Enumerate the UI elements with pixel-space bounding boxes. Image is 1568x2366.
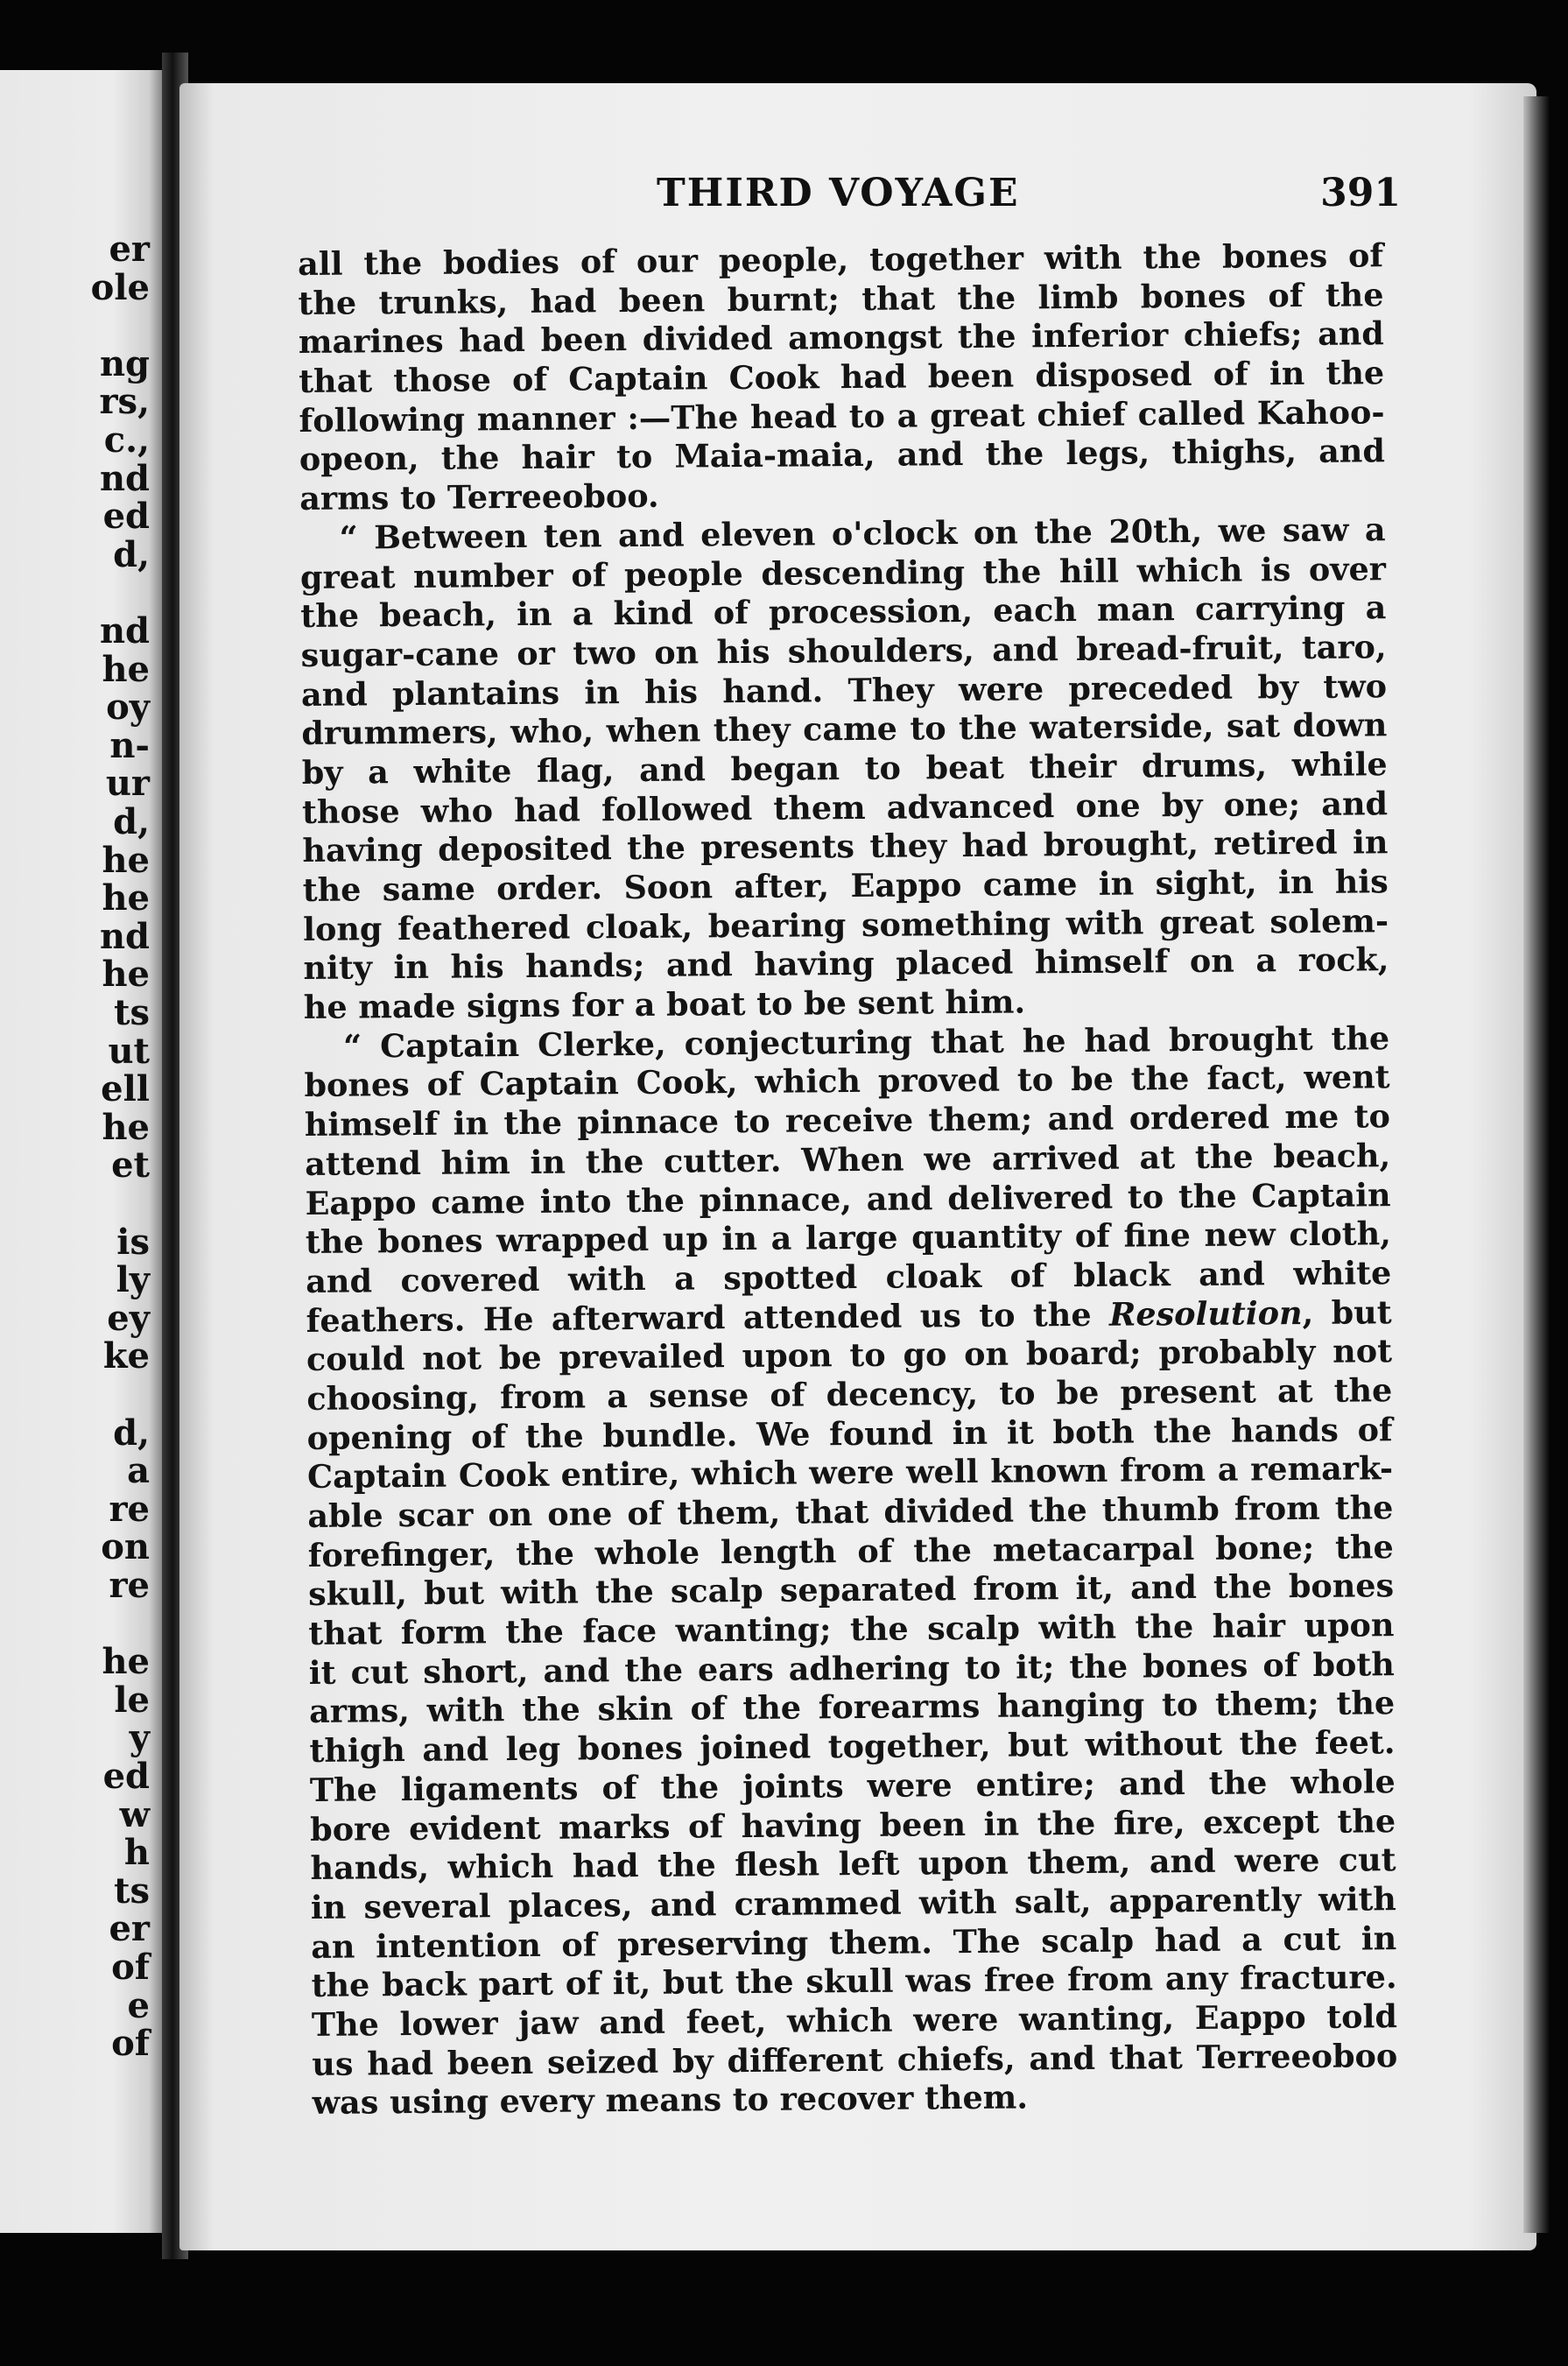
left-page-line-fragment: re	[109, 1565, 150, 1606]
left-page-line-fragment: h	[123, 1832, 150, 1874]
text-line: choosing, from a sense of decency, to be present at the	[306, 1371, 1393, 1418]
text-line: thigh and leg bones joined together, but without the feet.	[309, 1723, 1396, 1771]
left-page-line-fragment: he	[102, 1106, 150, 1148]
left-page-line-fragment: ed	[102, 496, 150, 538]
text-line: the same order. Soon after, Eappo came in sight, in his	[302, 863, 1389, 909]
text-line: could not be prevailed upon to go on board; probably not	[306, 1332, 1393, 1379]
left-page-line-fragment: ur	[105, 763, 150, 805]
text-line: he made signs for a boat to be sent him.	[303, 982, 1026, 1027]
text-line: nity in his hands; and having placed himself on a rock,	[303, 940, 1389, 988]
text-line: hands, which had the flesh left upon them, and were cut	[310, 1841, 1396, 1888]
text-line: drummers, who, when they came to the waterside, sat down	[301, 706, 1388, 753]
text-line: by a white flag, and began to beat their drums, while	[301, 745, 1388, 792]
text-line: it cut short, and the ears adhering to it; the bones of both	[308, 1644, 1395, 1692]
text-line: that form the face wanting; the scalp with the hair upon	[308, 1606, 1395, 1653]
text-line: an intention of preserving them. The scalp had a cut in	[311, 1919, 1397, 1966]
left-page-line-fragment: ng	[99, 342, 150, 384]
text-line: arms to Terreeoboo.	[299, 476, 659, 518]
left-page-line-fragment: d,	[113, 1412, 150, 1454]
left-page-line-fragment: he	[102, 877, 150, 919]
running-head-title: THIRD VOYAGE	[657, 171, 1020, 215]
text-line: opening of the bundle. We found in it both the hands of	[306, 1410, 1393, 1457]
left-page-line-fragment: d,	[113, 801, 150, 842]
left-page-line-fragment: c.,	[103, 419, 150, 461]
left-page-line-fragment: he	[102, 954, 150, 996]
left-page-line-fragment: he	[102, 839, 150, 881]
text-line: us had been seized by different chiefs, and that Terreeoboo	[312, 2036, 1398, 2083]
left-page-line-fragment: et	[111, 1144, 150, 1187]
text-line: the back part of it, but the skull was free from any fracture.	[311, 1958, 1397, 2005]
left-page-line-fragment: of	[111, 1947, 150, 1988]
left-page-line-fragment: e	[127, 1984, 150, 2026]
page-number: 391	[1320, 171, 1401, 215]
left-page-line-fragment: le	[114, 1679, 150, 1721]
text-line: himself in the pinnace to receive them; and ordered me to	[304, 1097, 1391, 1144]
text-line: forefinger, the whole length of the metacarpal bone; the	[307, 1527, 1394, 1574]
left-page-line-fragment: ts	[114, 1870, 150, 1912]
text-line: the trunks, had been burnt; that the limb bones of the	[298, 275, 1384, 322]
left-page-line-fragment: ed	[102, 1756, 150, 1797]
text-line: was using every means to recover them.	[312, 2078, 1029, 2123]
left-page-line-fragment: oy	[106, 687, 150, 729]
left-page-line-fragment: ut	[108, 1030, 150, 1072]
text-line: that those of Captain Cook had been disposed of in the	[299, 354, 1385, 401]
text-line: and covered with a spotted cloak of black and white	[306, 1254, 1392, 1300]
text-line: the bones wrapped up in a large quantity of fine new cloth,	[305, 1215, 1392, 1262]
text-line: Eappo came into the pinnace, and delivered to the Captain	[305, 1175, 1391, 1222]
text-line: following manner :—The head to a great chief called Kahoo-	[299, 393, 1385, 440]
ship-name: Resolution	[1108, 1293, 1303, 1334]
text-line: bones of Captain Cook, which proved to be the fact, went	[304, 1058, 1390, 1105]
text-line: and plantains in his hand. They were preceded by two	[300, 666, 1388, 714]
left-page-line-fragment: is	[116, 1221, 150, 1263]
left-page-line-fragment: he	[102, 648, 150, 690]
text-line: the beach, in a kind of procession, each man carrying a	[300, 588, 1387, 636]
body-text	[298, 236, 1398, 2123]
left-page-line-fragment: rs,	[99, 381, 150, 423]
text-line: “ Captain Clerke, conjecturing that he had brought the	[343, 1018, 1390, 1066]
running-head	[473, 171, 1401, 223]
left-page-line-fragment: ts	[114, 992, 150, 1033]
left-page-line-fragment: ly	[116, 1259, 150, 1301]
left-page-line-fragment: y	[129, 1717, 150, 1759]
left-page-line-fragment: er	[109, 229, 150, 270]
text-line: in several places, and crammed with salt, apparently with	[310, 1880, 1397, 1926]
text-line: opeon, the hair to Maia-maia, and the legs, thighs, and	[299, 432, 1386, 479]
text-line: great number of people descending the hill which is over	[299, 549, 1387, 596]
text-line: feathers. He afterward attended us to the Resolution, but	[306, 1292, 1392, 1340]
left-page-line-fragment: ey	[107, 1297, 150, 1339]
left-page-line-fragment: d,	[113, 533, 150, 575]
left-page-line-fragment: ole	[90, 266, 150, 308]
page-edge-shadow	[1523, 96, 1550, 2233]
text-line: arms, with the skin of the forearms hanging to them; the	[308, 1684, 1396, 1731]
left-page-line-fragment: of	[111, 2023, 150, 2065]
text-line: The ligaments of the joints were entire; and the whole	[309, 1763, 1396, 1809]
left-page-line-fragment: re	[109, 1488, 150, 1530]
left-page-fragment	[0, 70, 162, 2233]
left-page-line-fragment: on	[101, 1526, 150, 1568]
text-line: attend him in the cutter. When we arrived at the beach,	[305, 1137, 1391, 1183]
text-line: having deposited the presents they had brought, retired in	[302, 823, 1389, 870]
left-page-line-fragment: w	[119, 1793, 150, 1835]
text-line: bore evident marks of having been in the fire, except the	[310, 1801, 1396, 1848]
text-line: “ Between ten and eleven o'clock on the 20th, we saw a	[339, 511, 1386, 557]
left-page-line-fragment: nd	[99, 915, 150, 957]
text-line: sugar-cane or two on his shoulders, and bread-fruit, taro,	[300, 628, 1387, 674]
text-line: able scar on one of them, that divided the thumb from the	[307, 1489, 1394, 1535]
left-page-line-fragment: a	[127, 1450, 150, 1492]
text-line: The lower jaw and feet, which were wanting, Eappo told	[311, 1997, 1398, 2044]
left-page-line-fragment: ke	[102, 1335, 150, 1377]
left-page-line-fragment: nd	[99, 610, 150, 651]
left-page-line-fragment: er	[109, 1908, 150, 1950]
text-line: long feathered cloak, bearing something with great solem-	[302, 901, 1389, 948]
left-page-line-fragment: he	[102, 1641, 150, 1683]
left-page-line-fragment: n-	[109, 724, 150, 766]
text-line: all the bodies of our people, together with the bones of	[298, 236, 1384, 283]
left-page-line-fragment: nd	[99, 457, 150, 499]
text-line: skull, but with the scalp separated from it, and the bones	[307, 1567, 1395, 1614]
text-line: those who had followed them advanced one by one; and	[301, 784, 1389, 831]
text-line: Captain Cook entire, which were well known from a remark-	[306, 1449, 1394, 1496]
left-page-line-fragment: ell	[101, 1068, 150, 1110]
text-line: marines had been divided amongst the inferior chiefs; and	[298, 314, 1385, 362]
